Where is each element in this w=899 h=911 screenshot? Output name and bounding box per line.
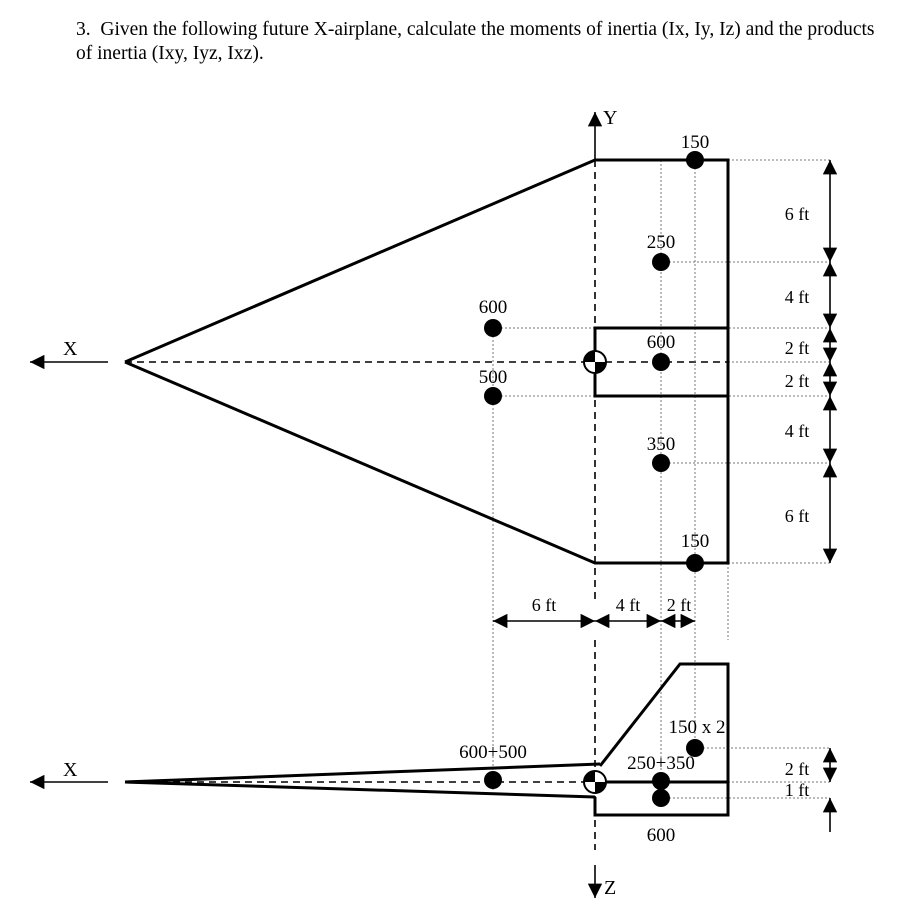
mass-point	[686, 554, 704, 572]
dim-label: 4 ft	[784, 287, 810, 307]
mass-point	[652, 253, 670, 271]
horizontal-dimensions	[493, 595, 695, 621]
side-vertical-dimensions	[785, 748, 830, 832]
mass-label: 600	[646, 825, 676, 846]
dim-label: 4 ft	[784, 421, 810, 441]
side-outline	[125, 664, 728, 815]
mass-label: 500	[478, 367, 508, 388]
mass-label: 250+350	[627, 753, 695, 774]
dim-label: 4 ft	[615, 595, 641, 615]
top-view	[30, 107, 830, 790]
mass-point	[652, 353, 670, 371]
dim-label: 6 ft	[531, 595, 557, 615]
mass-point	[686, 151, 704, 169]
mass-point	[652, 772, 670, 790]
mass-label: 150	[680, 531, 710, 552]
mass-label: 600	[478, 297, 508, 318]
mass-label: 250	[646, 232, 676, 253]
dim-label: 6 ft	[784, 506, 810, 526]
side-view	[30, 640, 830, 899]
cg-symbol-side	[584, 771, 606, 793]
mass-point	[484, 319, 502, 337]
problem-text: Given the following future X-airplane, calculate the moments of inertia (Ix, Iy, Iz) and the products of inertia (Ixy, Iyz, Ixz).	[76, 19, 875, 64]
dim-label: 2 ft	[666, 595, 692, 615]
dim-label: 1 ft	[784, 780, 810, 800]
dim-label: 2 ft	[784, 371, 810, 391]
mass-point	[652, 454, 670, 472]
mass-point	[652, 789, 670, 807]
x-axis-label-side: X	[63, 759, 78, 781]
dim-label: 2 ft	[784, 759, 810, 779]
mass-label: 150	[680, 132, 710, 153]
z-axis-label: Z	[604, 877, 617, 899]
mass-point	[484, 771, 502, 789]
mass-label: 350	[646, 434, 676, 455]
dim-label: 6 ft	[784, 204, 810, 224]
mass-label: 600	[646, 332, 676, 353]
vertical-dimensions	[785, 160, 830, 563]
mass-point	[484, 387, 502, 405]
mass-label: 150 x 2	[668, 717, 726, 738]
problem-number: 3.	[76, 19, 91, 40]
y-axis-label: Y	[603, 107, 618, 129]
x-axis-label-top: X	[63, 338, 78, 360]
dim-label: 2 ft	[784, 338, 810, 358]
cg-symbol-top	[584, 351, 606, 373]
mass-label: 600+500	[459, 742, 527, 763]
z-axis	[595, 640, 616, 899]
